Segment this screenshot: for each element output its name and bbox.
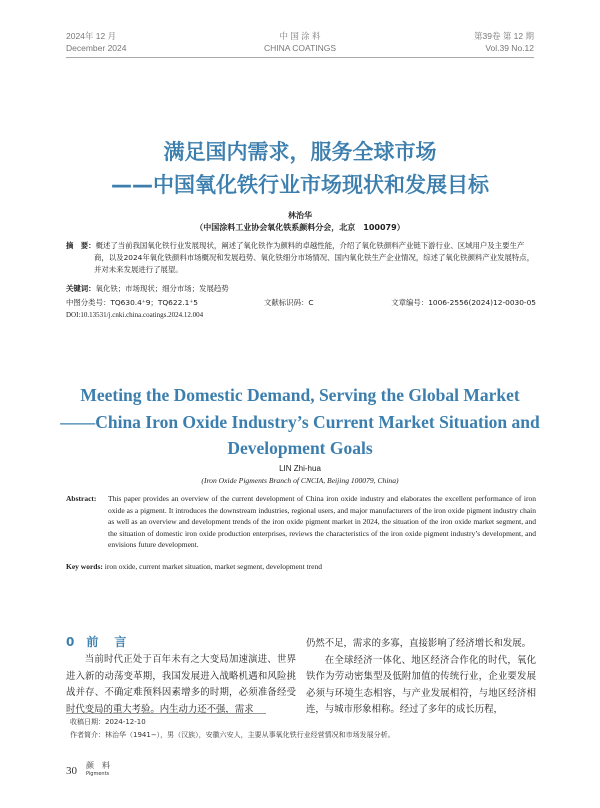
section-heading — [66, 633, 128, 650]
en-abstract-label: Abstract: — [66, 494, 97, 503]
body-paragraph-continued: 仍然不足，需求的多寡，直接影响了经济增长和发展。 — [306, 638, 532, 649]
en-title-line3: Development Goals — [227, 438, 373, 458]
section-title: 前 言 — [86, 635, 129, 649]
en-title-line1: Meeting the Domestic Demand, Serving the Global Market — [80, 385, 520, 405]
cn-keywords-text: 氧化铁；市场现状；细分市场；发展趋势 — [95, 284, 229, 293]
body-paragraph: 当前时代正处于百年未有之大变局加速演进、世界进入新的动荡变革期，我国发展进入战略机遇和风险挑战并存、不确定难预料因素增多的时期，必须准备经受时代变局的重大考验。内生动力还不强，需求 — [66, 654, 296, 715]
en-title-line2: ——China Iron Oxide Industry’s Current Market Situation and — [60, 412, 540, 432]
cn-abstract-label: 摘 要： — [66, 241, 96, 250]
footer-journal-en: Pigments — [86, 771, 110, 777]
en-abstract — [66, 493, 536, 551]
en-keywords — [66, 562, 322, 571]
cn-affiliation: （中国涂料工业协会氧化铁系颜料分会，北京 100079） — [195, 223, 405, 232]
header-date-cn: 2024年 12 月 — [66, 31, 117, 41]
en-author: LIN Zhi-hua — [279, 464, 321, 473]
document-code: 文献标识码：C — [264, 298, 314, 307]
footer-journal-cn: 颜 料 — [86, 761, 110, 770]
header-volume — [474, 30, 534, 54]
header-volume-cn: 第39卷 第 12 期 — [474, 31, 534, 41]
class-number: 中图分类号：TQ630.4⁺9；TQ622.1⁺5 — [66, 298, 198, 307]
footnote-received: 收稿日期：2024-12-10 — [70, 718, 146, 726]
cn-keywords — [66, 283, 229, 294]
body-paragraph: 在全球经济一体化、地区经济合作化的时代，氧化铁作为劳动密集型及低附加值的传统行业，企业要发展必须与环境生态相容，与产业发展相符，与地区经济相连，与城市形象相称。经过了多年的成长历程， — [306, 654, 536, 715]
page-number: 30 — [66, 765, 77, 777]
doi: DOI:10.13531/j.cnki.china.coatings.2024.12.004 — [66, 311, 204, 319]
section-number: 0 — [66, 635, 77, 649]
body-left-column — [66, 652, 296, 718]
cn-abstract — [66, 240, 536, 276]
en-keywords-text: iron oxide, current market situation, market segment, development trend — [104, 562, 322, 571]
header-divider — [66, 57, 534, 58]
header-journal-en: CHINA COATINGS — [263, 43, 337, 53]
header-journal-cn: 中 国 涂 料 — [279, 31, 321, 41]
cn-title-line2: ——中国氧化铁行业市场现状和发展目标 — [111, 173, 489, 197]
cn-abstract-text: 概述了当前我国氧化铁行业发展现状，阐述了氧化铁作为颜料的卓越性能，介绍了氧化铁颜料产业链下游行业、区域用户及主要生产商，以及2024年氧化铁颜料市场概况和发展趋势、氧化铁细分市场情况、国内氧化铁生产企业情况，综述了氧化铁颜料产业发展特点，并对未来发展进行了展望。 — [94, 241, 535, 274]
cn-keywords-label: 关键词： — [66, 284, 96, 293]
en-abstract-text: This paper provides an overview of the current development of China iron oxide industry and elaborates the excellent performance of iron oxide as a pigment. It introduces the downstream industries, regional users, and major manufacturers of the iron oxide pigment industry chain as well as an overview and development trends of the iron oxide pigment market in 2024, the situation of the iron oxide market segment, and the situation of domestic iron oxide production enterprises, reviews the characteristics of the iron oxide pigment industry’s development, and envisions future development. — [108, 494, 536, 550]
body-right-column — [306, 636, 536, 719]
en-affiliation: (Iron Oxide Pigments Branch of CNCIA, Beijing 100079, China) — [201, 476, 399, 485]
footnote-author-bio: 作者简介：林治华（1941−），男（汉族），安徽六安人，主要从事氧化铁行业经营情况和市场发展分析。 — [70, 731, 395, 739]
article-number: 文章编号：1006-2556(2024)12-0030-05 — [391, 298, 536, 307]
en-keywords-label: Key words: — [66, 562, 103, 571]
header-date-en: December 2024 — [66, 43, 127, 53]
cn-title-line1: 满足国内需求，服务全球市场 — [163, 140, 437, 164]
header-volume-en: Vol.39 No.12 — [485, 43, 534, 53]
cn-author: 林治华 — [288, 211, 312, 220]
footnote-divider — [66, 713, 266, 714]
footer-journal-mark — [86, 761, 110, 779]
